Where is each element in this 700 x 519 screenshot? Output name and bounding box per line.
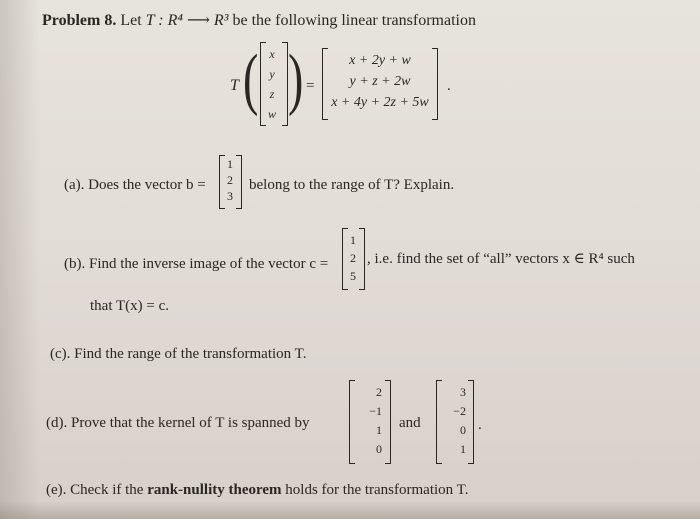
k1-bracket-left [349, 380, 355, 464]
definition-period: . [447, 78, 451, 94]
b-2: 2 [227, 173, 233, 187]
input-vector [262, 46, 282, 122]
part-d-period: . [478, 417, 482, 433]
c-2: 2 [350, 251, 356, 265]
t-label: T [230, 77, 239, 94]
kernel-vector-1 [356, 383, 382, 459]
statement-suffix: be the following linear transformation [232, 12, 476, 29]
k1-3: 1 [376, 423, 382, 437]
part-e-suffix: holds for the transformation T. [285, 482, 469, 498]
page-bottom-edge [0, 501, 700, 519]
right-paren: ) [288, 40, 304, 117]
b-bracket-right [236, 155, 242, 209]
k2-bracket-right [468, 380, 474, 464]
input-z: z [269, 87, 275, 101]
k1-4: 0 [376, 442, 382, 456]
k1-1: 2 [376, 385, 382, 399]
problem-title: Problem 8. [42, 12, 117, 29]
and-word: and [399, 415, 421, 431]
input-y: y [269, 67, 275, 81]
vector-c [346, 231, 360, 285]
part-a-prefix: (a). Does the vector b = [64, 177, 206, 193]
output-vector [328, 50, 432, 113]
part-e-bold: rank-nullity theorem [147, 482, 282, 498]
page-shadow [0, 0, 40, 519]
kernel-vector-2 [441, 383, 466, 459]
output-row-1: x + 2y + w [349, 53, 411, 68]
k2-1: 3 [460, 385, 466, 399]
equals-sign: = [306, 78, 315, 94]
k2-2: −2 [453, 404, 466, 418]
c-1: 1 [350, 233, 356, 247]
part-b-line2: that T(x) = c. [90, 298, 169, 314]
map-notation: T : R⁴ ⟶ R³ [145, 12, 229, 29]
input-w: w [267, 107, 276, 121]
k2-4: 1 [460, 442, 466, 456]
output-row-3: x + 4y + 2z + 5w [331, 95, 429, 110]
part-d-prefix: (d). Prove that the kernel of T is spanned by [46, 415, 310, 431]
part-a-suffix: belong to the range of T? Explain. [249, 177, 455, 193]
c-bracket-right [359, 228, 365, 290]
left-paren: ( [243, 40, 259, 117]
vector-b [223, 156, 237, 204]
b-3: 3 [227, 189, 233, 203]
c-3: 5 [350, 269, 356, 283]
part-b-prefix: (b). Find the inverse image of the vector c = [64, 256, 329, 272]
b-1: 1 [227, 157, 233, 171]
output-row-2: y + z + 2w [349, 74, 411, 89]
input-x: x [269, 47, 275, 61]
k2-3: 0 [460, 423, 466, 437]
part-e [46, 481, 468, 499]
part-e-prefix: (e). Check if the [46, 482, 144, 498]
problem-header [42, 12, 476, 30]
statement-prefix: Let [120, 12, 142, 29]
part-b-suffix: , i.e. find the set of “all” vectors x ∈ R⁴ such [367, 251, 635, 267]
output-bracket-right [432, 48, 438, 120]
k1-2: −1 [369, 404, 382, 418]
part-c-text: (c). Find the range of the transformation T. [50, 346, 307, 362]
k1-bracket-right [385, 380, 391, 464]
